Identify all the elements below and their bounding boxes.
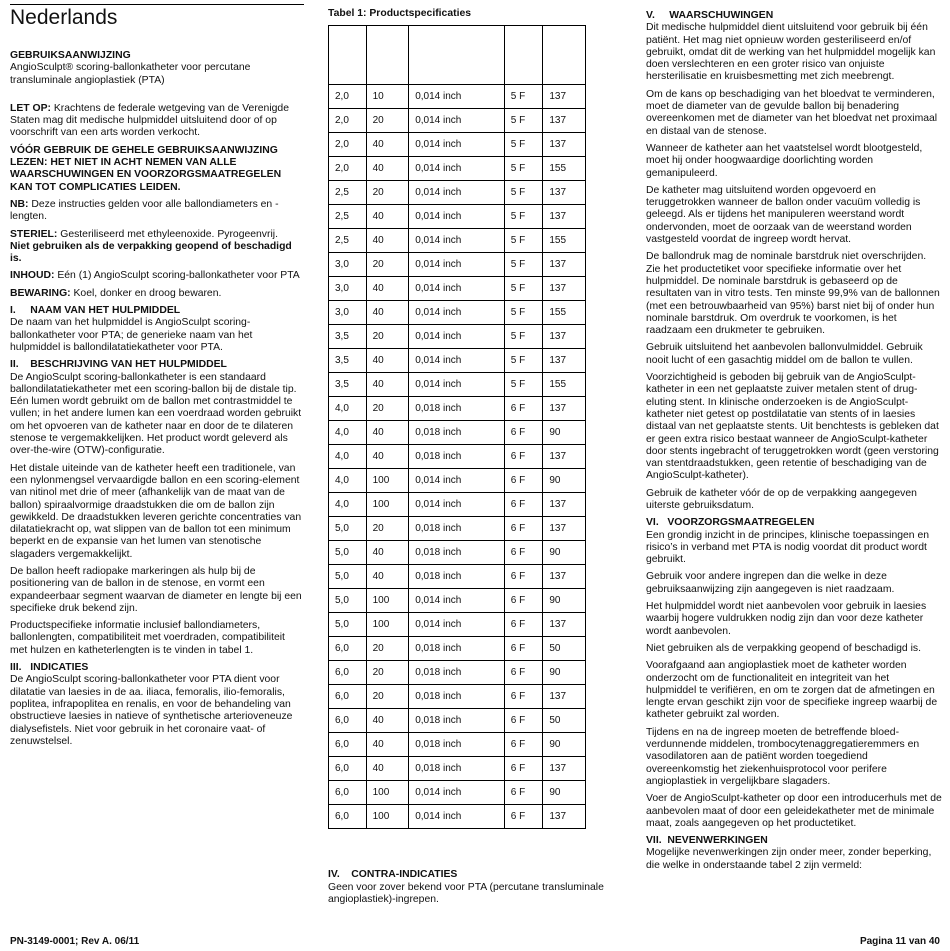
spec-table-body bbox=[329, 26, 586, 829]
table-row bbox=[329, 685, 586, 709]
table-cell: 0,018 inch bbox=[409, 709, 505, 733]
table-cell: 4,0 bbox=[329, 469, 367, 493]
s5-paragraph: Voorzichtigheid is geboden bij gebruik van de AngioSculpt-katheter in een net geplaatste zuiver metalen stent of drug-eluting stent. In klinische onderzoeken is de AngioSculpt-katheter niet getest op postdilatatie van stents of in laesies distaal van net geplaatste stents. Uit benchtests is gebleken dat er geen extra risico bestaat wanneer de AngioSculpt-katheter door stents ingebracht of teruggetrokken wordt (geen verstoring van stentdraadstukken, geen retentie of beschadiging van de AngioSculpt-katheter). bbox=[646, 372, 939, 482]
table-cell: 137 bbox=[543, 685, 586, 709]
section-3-text: De AngioSculpt scoring-ballonkatheter voor PTA dient voor dilatatie van laesies in de aa. iliaca, femoralis, ilio-femoralis, poplitea, infrapoplitea en renalis, en voor de behandeling van obstructieve laesies in natieve of synthetische arterioveneuze dialysefistels. Niet voor gebruik in het coronaire vaat- of zenuwstelsel. bbox=[10, 674, 293, 747]
table-row bbox=[329, 733, 586, 757]
table-cell: 6 F bbox=[504, 805, 543, 829]
table-cell: 5,0 bbox=[329, 589, 367, 613]
table-row bbox=[329, 565, 586, 589]
section-4-title: IV. CONTRA-INDICATIES bbox=[328, 869, 458, 881]
letop-text: Krachtens de federale wetgeving van de Verenigde Staten mag dit medische hulpmiddel uitsluitend door of op voorschrift van een arts worden verkocht. bbox=[10, 102, 289, 139]
table-cell: 6 F bbox=[504, 517, 543, 541]
section-1-title: I. NAAM VAN HET HULPMIDDEL bbox=[10, 305, 181, 317]
table-cell: 4,0 bbox=[329, 445, 367, 469]
table-header-cell bbox=[366, 26, 409, 85]
table-cell: 6 F bbox=[504, 613, 543, 637]
table-cell: 0,018 inch bbox=[409, 637, 505, 661]
table-cell: 3,5 bbox=[329, 325, 367, 349]
table-row bbox=[329, 301, 586, 325]
warning-caps: VÓÓR GEBRUIK DE GEHELE GEBRUIKSAANWIJZING LEZEN: HET NIET IN ACHT NEMEN VAN ALLE WAARSCHUWINGEN EN VOORZORGSMAATREGELEN KAN TOT COMPLICATIES LEIDEN. bbox=[10, 144, 282, 193]
nb-label: NB: bbox=[10, 198, 29, 210]
table-cell: 0,014 inch bbox=[409, 589, 505, 613]
table-header-cell bbox=[543, 26, 586, 85]
steriel-text: Gesteriliseerd met ethyleenoxide. Pyrogeenvrij. bbox=[57, 228, 278, 240]
nb-text: Deze instructies gelden voor alle ballondiameters en -lengten. bbox=[10, 198, 279, 223]
table-cell: 90 bbox=[543, 781, 586, 805]
table-cell: 20 bbox=[366, 661, 409, 685]
table-cell: 6 F bbox=[504, 589, 543, 613]
table-row bbox=[329, 325, 586, 349]
table-cell: 2,0 bbox=[329, 109, 367, 133]
ifu-subtitle: AngioSculpt® scoring-ballonkatheter voor percutane transluminale angioplastiek (PTA) bbox=[10, 62, 251, 86]
table-cell: 20 bbox=[366, 109, 409, 133]
section-2-p2: Het distale uiteinde van de katheter heeft een traditionele, van een nylonmengsel vervaardigde ballon en een scoring-element van nitinol met drie of meer (afhankelijk van de maat van de ballon) spiraalvormige draadstukken die om de ballon zijn gewikkeld. De draadstukken leveren gerichte concentraties van dilatatiekracht op, wat slippen van de ballon tot een minimum beperkt en de expansie van het lumen van stenotische slagaders vergemakkelijkt. bbox=[10, 462, 302, 560]
table-row bbox=[329, 229, 586, 253]
column-left bbox=[10, 0, 304, 753]
table-cell: 3,5 bbox=[329, 349, 367, 373]
s6-paragraph: Niet gebruiken als de verpakking geopend of beschadigd is. bbox=[646, 642, 921, 654]
table-cell: 40 bbox=[366, 709, 409, 733]
table-cell: 5 F bbox=[504, 373, 543, 397]
table-cell: 3,0 bbox=[329, 253, 367, 277]
table-row bbox=[329, 277, 586, 301]
table-cell: 137 bbox=[543, 133, 586, 157]
table-row bbox=[329, 133, 586, 157]
table-cell: 90 bbox=[543, 421, 586, 445]
table-cell: 155 bbox=[543, 157, 586, 181]
footer-page-number: Pagina 11 van 40 bbox=[859, 935, 940, 947]
table-cell: 0,018 inch bbox=[409, 517, 505, 541]
table-row bbox=[329, 541, 586, 565]
s6-paragraph: Gebruik voor andere ingrepen dan die welke in deze gebruiksaanwijzing zijn aangegeven is niet raadzaam. bbox=[646, 571, 895, 595]
table-cell: 5 F bbox=[504, 325, 543, 349]
table-cell: 40 bbox=[366, 445, 409, 469]
table-cell: 40 bbox=[366, 565, 409, 589]
table-cell: 137 bbox=[543, 109, 586, 133]
table-cell: 100 bbox=[366, 781, 409, 805]
table-cell: 0,014 inch bbox=[409, 325, 505, 349]
table-cell: 0,014 inch bbox=[409, 781, 505, 805]
table-cell: 40 bbox=[366, 277, 409, 301]
table-cell: 2,5 bbox=[329, 229, 367, 253]
table-cell: 6 F bbox=[504, 757, 543, 781]
table-cell: 5 F bbox=[504, 301, 543, 325]
section-6-body bbox=[646, 530, 942, 831]
table-cell: 5 F bbox=[504, 181, 543, 205]
table-row bbox=[329, 781, 586, 805]
table-cell: 3,0 bbox=[329, 301, 367, 325]
nb-paragraph bbox=[10, 199, 304, 224]
s6-paragraph: Een grondig inzicht in de principes, klinische toepassingen en risico’s in verband met PTA is nodig voordat dit product wordt gebruikt. bbox=[646, 529, 930, 566]
table-cell: 40 bbox=[366, 157, 409, 181]
table-cell: 6,0 bbox=[329, 757, 367, 781]
bewaring-text: Koel, donker en droog bewaren. bbox=[70, 287, 222, 299]
table-cell: 0,014 inch bbox=[409, 133, 505, 157]
table-cell: 100 bbox=[366, 613, 409, 637]
table-cell: 137 bbox=[543, 205, 586, 229]
column-right bbox=[646, 0, 942, 877]
table-cell: 6 F bbox=[504, 565, 543, 589]
s5-paragraph: De katheter mag uitsluitend worden opgevoerd en teruggetrokken wanneer de ballon onder vacuüm volledig is geleegd. Als er tijdens het manipuleren weerstand wordt ondervonden, moet de oorzaak van de weerstand worden vastgesteld voordat de ingreep wordt hervat. bbox=[646, 184, 921, 246]
s6-paragraph: Voer de AngioSculpt-katheter op door een introducerhuls met de aanbevolen maat of door een geleidekatheter met de minimale maat, zoals aangegeven op het productetiket. bbox=[646, 793, 942, 829]
section-2-p3: De ballon heeft radiopake markeringen als hulp bij de positionering van de ballon in de stenose, en vormt een expandeerbaar segment waarvan de diameter en lengte bij een specifieke druk bekend zijn. bbox=[10, 565, 302, 614]
steriel-paragraph bbox=[10, 229, 304, 266]
table-cell: 20 bbox=[366, 517, 409, 541]
s5-paragraph: Dit medische hulpmiddel dient uitsluitend voor gebruik bij één patiënt. Het mag niet opnieuw worden gesteriliseerd en/of gebruikt, omdat dit de werking van het hulpmiddel mogelijk kan doen verslechteren en een groter risico van onjuiste hersterilisatie en kruisbesmetting met zich meebrengt. bbox=[646, 22, 936, 83]
table-cell: 3,0 bbox=[329, 277, 367, 301]
table-cell: 6,0 bbox=[329, 637, 367, 661]
table-cell: 137 bbox=[543, 517, 586, 541]
table-cell: 137 bbox=[543, 493, 586, 517]
table-cell: 40 bbox=[366, 229, 409, 253]
table-cell: 4,0 bbox=[329, 421, 367, 445]
table-cell: 6,0 bbox=[329, 685, 367, 709]
table-cell: 0,018 inch bbox=[409, 757, 505, 781]
inhoud-label: INHOUD: bbox=[10, 270, 55, 282]
table-cell: 90 bbox=[543, 733, 586, 757]
table-cell: 4,0 bbox=[329, 397, 367, 421]
table-cell: 5,0 bbox=[329, 541, 367, 565]
table-cell: 90 bbox=[543, 661, 586, 685]
section-7-text: Mogelijke nevenwerkingen zijn onder meer, zonder beperking, die welke in onderstaande tabel 2 zijn vermeld: bbox=[646, 847, 932, 871]
table-cell: 6,0 bbox=[329, 781, 367, 805]
table-cell: 0,014 inch bbox=[409, 349, 505, 373]
table-header-cell bbox=[409, 26, 505, 85]
table-row bbox=[329, 445, 586, 469]
table-cell: 40 bbox=[366, 301, 409, 325]
table-row bbox=[329, 757, 586, 781]
table-cell: 2,0 bbox=[329, 85, 367, 109]
table-cell: 6 F bbox=[504, 661, 543, 685]
table-cell: 2,0 bbox=[329, 157, 367, 181]
table-cell: 0,018 inch bbox=[409, 565, 505, 589]
inhoud-text: Eén (1) AngioSculpt scoring-ballonkatheter voor PTA bbox=[54, 270, 300, 282]
table-cell: 137 bbox=[543, 757, 586, 781]
table-row bbox=[329, 421, 586, 445]
table-cell: 5 F bbox=[504, 349, 543, 373]
table-row bbox=[329, 637, 586, 661]
table-cell: 40 bbox=[366, 541, 409, 565]
table-cell: 5 F bbox=[504, 133, 543, 157]
table-cell: 5 F bbox=[504, 277, 543, 301]
table-cell: 40 bbox=[366, 133, 409, 157]
table-cell: 137 bbox=[543, 277, 586, 301]
table-cell: 0,014 inch bbox=[409, 469, 505, 493]
table-cell: 90 bbox=[543, 541, 586, 565]
section-2-p1: De AngioSculpt scoring-ballonkatheter is een standaard ballondilatatiekatheter met een scoring-ballon bij de distale tip. Eén lumen wordt gebruikt om de ballon met contrastmiddel te vullen; in het andere lumen kan een voerdraad worden gebruikt om het opvoeren van de katheter naar en door de te dilateren stenose te vergemakkelijken. Het product wordt geleverd als over-the-wire (OTW)-configuratie. bbox=[10, 371, 302, 457]
table-cell: 5 F bbox=[504, 85, 543, 109]
table-cell: 20 bbox=[366, 685, 409, 709]
table-header-cell bbox=[329, 26, 367, 85]
table-row bbox=[329, 253, 586, 277]
table-row bbox=[329, 517, 586, 541]
ifu-title: GEBRUIKSAANWIJZING bbox=[10, 50, 131, 61]
table-cell: 100 bbox=[366, 589, 409, 613]
table-cell: 20 bbox=[366, 397, 409, 421]
table-cell: 100 bbox=[366, 493, 409, 517]
s5-paragraph: Om de kans op beschadiging van het bloedvat te verminderen, moet de diameter van de gevulde ballon bij benadering overeenkomen met de diameter van het bloedvat net proximaal en distaal van de stenose. bbox=[646, 88, 938, 137]
table-row bbox=[329, 85, 586, 109]
table-header-row bbox=[329, 26, 586, 85]
table-cell: 6 F bbox=[504, 709, 543, 733]
table-cell: 20 bbox=[366, 637, 409, 661]
table-row bbox=[329, 397, 586, 421]
table-cell: 4,0 bbox=[329, 493, 367, 517]
table-cell: 6 F bbox=[504, 397, 543, 421]
table-cell: 155 bbox=[543, 229, 586, 253]
table-cell: 0,014 inch bbox=[409, 613, 505, 637]
table-cell: 6 F bbox=[504, 469, 543, 493]
table-cell: 40 bbox=[366, 205, 409, 229]
table-cell: 155 bbox=[543, 373, 586, 397]
table-cell: 100 bbox=[366, 805, 409, 829]
s5-paragraph: Wanneer de katheter aan het vaatstelsel wordt blootgesteld, moet hij onder hoogwaardige doorlichting worden gemanipuleerd. bbox=[646, 142, 923, 179]
table-cell: 0,014 inch bbox=[409, 277, 505, 301]
section-3-title: III. INDICATIES bbox=[10, 662, 89, 674]
table-cell: 137 bbox=[543, 805, 586, 829]
table-cell: 5,0 bbox=[329, 565, 367, 589]
table-row bbox=[329, 493, 586, 517]
table-cell: 155 bbox=[543, 301, 586, 325]
table-cell: 137 bbox=[543, 397, 586, 421]
table-cell: 6 F bbox=[504, 541, 543, 565]
table-cell: 40 bbox=[366, 421, 409, 445]
table-cell: 6,0 bbox=[329, 733, 367, 757]
s6-paragraph: Voorafgaand aan angioplastiek moet de katheter worden onderzocht om de functionaliteit en integriteit van het hulpmiddel te verifiëren, en om te zorgen dat de afmetingen en lengte ervan geschikt zijn voor de specifieke ingreep waarbij de katheter gebruikt zal worden. bbox=[646, 660, 938, 721]
table-cell: 6,0 bbox=[329, 805, 367, 829]
steriel-warning: Niet gebruiken als de verpakking geopend of beschadigd is. bbox=[10, 240, 292, 265]
table-cell: 5 F bbox=[504, 253, 543, 277]
table-row bbox=[329, 469, 586, 493]
section-5-body bbox=[646, 22, 942, 512]
table-cell: 137 bbox=[543, 181, 586, 205]
section-7-title: VII. NEVENWERKINGEN bbox=[646, 835, 768, 847]
table-row bbox=[329, 589, 586, 613]
table-cell: 10 bbox=[366, 85, 409, 109]
table-row bbox=[329, 349, 586, 373]
table-cell: 0,014 inch bbox=[409, 373, 505, 397]
table-cell: 50 bbox=[543, 637, 586, 661]
table-row bbox=[329, 613, 586, 637]
table-cell: 2,5 bbox=[329, 181, 367, 205]
table-cell: 6 F bbox=[504, 445, 543, 469]
s6-paragraph: Het hulpmiddel wordt niet aanbevolen voor gebruik in laesies waarbij hogere vuldrukken nodig zijn dan voor deze katheter wordt aanbevolen. bbox=[646, 601, 927, 637]
section-5-title: V. WAARSCHUWINGEN bbox=[646, 10, 774, 21]
bewaring-label: BEWARING: bbox=[10, 287, 71, 299]
table-cell: 40 bbox=[366, 733, 409, 757]
table-cell: 3,5 bbox=[329, 373, 367, 397]
table-cell: 0,014 inch bbox=[409, 493, 505, 517]
table-row bbox=[329, 157, 586, 181]
table-cell: 6,0 bbox=[329, 661, 367, 685]
table-cell: 90 bbox=[543, 469, 586, 493]
table-cell: 6 F bbox=[504, 781, 543, 805]
table-cell: 137 bbox=[543, 253, 586, 277]
bewaring-paragraph bbox=[10, 288, 304, 300]
table-cell: 0,018 inch bbox=[409, 541, 505, 565]
table-cell: 40 bbox=[366, 349, 409, 373]
table-cell: 6 F bbox=[504, 685, 543, 709]
table-cell: 137 bbox=[543, 325, 586, 349]
table-cell: 5 F bbox=[504, 229, 543, 253]
table-cell: 0,014 inch bbox=[409, 301, 505, 325]
table-caption: Tabel 1: Productspecificaties bbox=[328, 8, 472, 19]
table-cell: 5 F bbox=[504, 109, 543, 133]
table-cell: 0,018 inch bbox=[409, 397, 505, 421]
table-cell: 0,014 inch bbox=[409, 157, 505, 181]
table-cell: 20 bbox=[366, 325, 409, 349]
table-cell: 6,0 bbox=[329, 709, 367, 733]
table-cell: 0,014 inch bbox=[409, 253, 505, 277]
s5-paragraph: De ballondruk mag de nominale barstdruk niet overschrijden. Zie het productetiket voor specifieke informatie over het hulpmiddel. De nominale barstdruk is gebaseerd op de resultaten van in vitro tests. Ten minste 99,9% van de ballonnen (met een betrouwbaarheid van 95%) barst niet bij of onder hun nominale barstdruk. Om overdruk te voorkomen, is het raadzaam een drukmeter te gebruiken. bbox=[646, 251, 940, 337]
table-row bbox=[329, 661, 586, 685]
table-cell: 0,018 inch bbox=[409, 661, 505, 685]
table-cell: 5,0 bbox=[329, 517, 367, 541]
table-cell: 0,014 inch bbox=[409, 805, 505, 829]
table-row bbox=[329, 205, 586, 229]
table-cell: 20 bbox=[366, 181, 409, 205]
table-cell: 40 bbox=[366, 757, 409, 781]
section-2-p4: Productspecifieke informatie inclusief ballondiameters, ballonlengten, compatibiliteit met voerdraden, compatibiliteit met hulzen en katheterlengten is te vinden in tabel 1. bbox=[10, 620, 285, 656]
table-cell: 137 bbox=[543, 85, 586, 109]
table-cell: 0,014 inch bbox=[409, 181, 505, 205]
table-cell: 0,014 inch bbox=[409, 205, 505, 229]
steriel-label: STERIEL: bbox=[10, 228, 58, 240]
letop-label: LET OP: bbox=[10, 102, 51, 114]
table-header-cell bbox=[504, 26, 543, 85]
table-cell: 137 bbox=[543, 445, 586, 469]
section-6-title: VI. VOORZORGSMAATREGELEN bbox=[646, 517, 815, 529]
table-row bbox=[329, 109, 586, 133]
table-cell: 5,0 bbox=[329, 613, 367, 637]
section-1-text: De naam van het hulpmiddel is AngioSculpt scoring-ballonkatheter voor PTA; de generieke naam van het hulpmiddel is ballondilatatiekatheter voor PTA. bbox=[10, 317, 253, 353]
table-cell: 6 F bbox=[504, 733, 543, 757]
table-cell: 40 bbox=[366, 373, 409, 397]
table-cell: 5 F bbox=[504, 157, 543, 181]
table-cell: 137 bbox=[543, 613, 586, 637]
letop-paragraph bbox=[10, 103, 304, 140]
table-cell: 137 bbox=[543, 349, 586, 373]
table-cell: 90 bbox=[543, 589, 586, 613]
spec-table bbox=[328, 25, 586, 829]
table-cell: 6 F bbox=[504, 637, 543, 661]
table-cell: 0,014 inch bbox=[409, 85, 505, 109]
table-cell: 2,0 bbox=[329, 133, 367, 157]
s5-paragraph: Gebruik uitsluitend het aanbevolen ballonvulmiddel. Gebruik nooit lucht of een gasachtig middel om de ballon te vullen. bbox=[646, 342, 923, 366]
s6-paragraph: Tijdens en na de ingreep moeten de betreffende bloed-verdunnende middelen, trombocytenaggregatieremmers en vasodilatoren aan de patiënt worden toegediend overeenkomstig het ziekenhuisprotocol voor perifere angioplastiek in vergelijkbare slagaders. bbox=[646, 726, 920, 787]
table-cell: 0,018 inch bbox=[409, 445, 505, 469]
table-cell: 6 F bbox=[504, 421, 543, 445]
table-cell: 0,018 inch bbox=[409, 685, 505, 709]
s5-paragraph: Gebruik de katheter vóór de op de verpakking aangegeven uiterste gebruiksdatum. bbox=[646, 487, 917, 511]
footer-doc-id: PN-3149-0001; Rev A. 06/11 bbox=[10, 935, 140, 947]
table-cell: 6 F bbox=[504, 493, 543, 517]
table-row bbox=[329, 181, 586, 205]
table-cell: 100 bbox=[366, 469, 409, 493]
table-cell: 5 F bbox=[504, 205, 543, 229]
column-middle bbox=[328, 0, 623, 911]
section-4-text: Geen voor zover bekend voor PTA (percutane transluminale angioplastiek)-ingrepen. bbox=[328, 881, 604, 905]
table-cell: 0,014 inch bbox=[409, 229, 505, 253]
table-row bbox=[329, 373, 586, 397]
language-heading: Nederlands bbox=[10, 6, 118, 29]
table-cell: 0,014 inch bbox=[409, 109, 505, 133]
table-row bbox=[329, 709, 586, 733]
table-cell: 137 bbox=[543, 565, 586, 589]
table-cell: 20 bbox=[366, 253, 409, 277]
inhoud-paragraph bbox=[10, 270, 304, 282]
section-2-title: II. BESCHRIJVING VAN HET HULPMIDDEL bbox=[10, 359, 227, 371]
table-cell: 0,018 inch bbox=[409, 421, 505, 445]
table-cell: 2,5 bbox=[329, 205, 367, 229]
table-cell: 50 bbox=[543, 709, 586, 733]
table-row bbox=[329, 805, 586, 829]
table-cell: 0,018 inch bbox=[409, 733, 505, 757]
